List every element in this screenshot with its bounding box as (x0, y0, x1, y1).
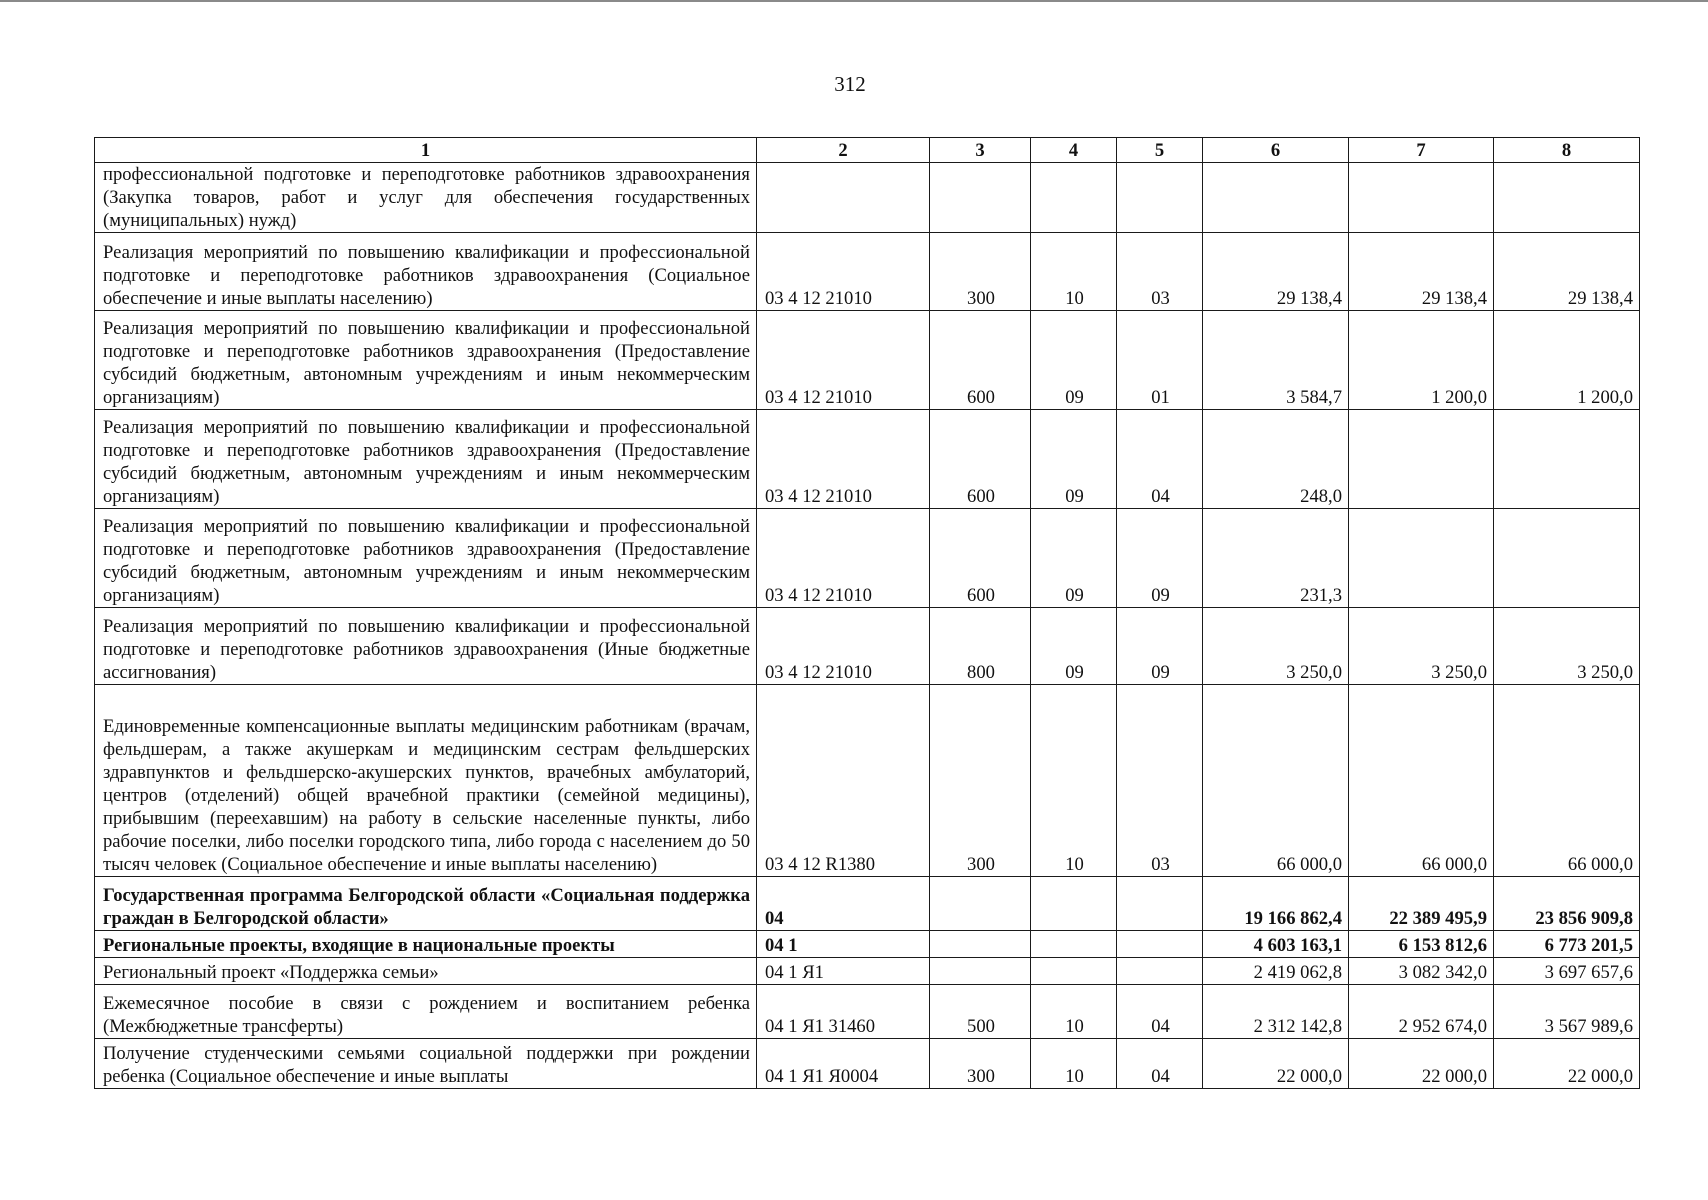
row-value-7: 2 952 674,0 (1349, 985, 1494, 1039)
row-col-5: 04 (1117, 985, 1203, 1039)
row-col-5: 03 (1117, 685, 1203, 877)
header-col-6: 6 (1203, 138, 1349, 163)
row-col-4 (1031, 877, 1117, 931)
header-col-1: 1 (95, 138, 757, 163)
row-col-4: 10 (1031, 233, 1117, 311)
row-value-8: 3 697 657,6 (1494, 958, 1640, 985)
row-value-8: 3 250,0 (1494, 608, 1640, 685)
row-col-5 (1117, 877, 1203, 931)
row-value-7: 22 389 495,9 (1349, 877, 1494, 931)
row-description: Реализация мероприятий по повышению квалификации и профессиональной подготовке и переподготовке работников здравоохранения (Предоставление субсидий бюджетным, автономным учреждениям и иным некоммерческим организациям) (95, 311, 757, 410)
row-col-3: 600 (930, 509, 1031, 608)
row-col-5: 03 (1117, 233, 1203, 311)
header-row (95, 138, 1640, 163)
row-col-3: 500 (930, 985, 1031, 1039)
row-value-8 (1494, 410, 1640, 509)
table-row (95, 985, 1640, 1039)
table-row-projects (95, 931, 1640, 958)
row-col-3 (930, 931, 1031, 958)
page-top-rule (0, 0, 1708, 2)
table-row (95, 608, 1640, 685)
table-row (95, 685, 1640, 877)
budget-table (94, 137, 1640, 1089)
row-value-6 (1203, 163, 1349, 233)
row-col-4: 09 (1031, 311, 1117, 410)
header-col-8: 8 (1494, 138, 1640, 163)
row-value-6: 19 166 862,4 (1203, 877, 1349, 931)
row-col-3: 300 (930, 233, 1031, 311)
header-col-4: 4 (1031, 138, 1117, 163)
row-code: 03 4 12 21010 (757, 410, 930, 509)
row-value-7 (1349, 509, 1494, 608)
row-value-6: 2 419 062,8 (1203, 958, 1349, 985)
row-description: Получение студенческими семьями социальной поддержки при рождении ребенка (Социальное обеспечение и иные выплаты (95, 1039, 757, 1089)
row-value-7: 66 000,0 (1349, 685, 1494, 877)
row-col-3 (930, 163, 1031, 233)
row-value-6: 2 312 142,8 (1203, 985, 1349, 1039)
row-col-4: 10 (1031, 685, 1117, 877)
row-code: 04 (757, 877, 930, 931)
row-description: профессиональной подготовке и переподготовке работников здравоохранения (Закупка товаров, работ и услуг для обеспечения государственных (муниципальных) нужд) (95, 163, 757, 233)
row-code: 04 1 Я1 31460 (757, 985, 930, 1039)
row-col-3: 800 (930, 608, 1031, 685)
row-value-7: 1 200,0 (1349, 311, 1494, 410)
row-value-8: 23 856 909,8 (1494, 877, 1640, 931)
table-row (95, 163, 1640, 233)
table-row (95, 958, 1640, 985)
row-value-7: 29 138,4 (1349, 233, 1494, 311)
header-col-7: 7 (1349, 138, 1494, 163)
header-col-3: 3 (930, 138, 1031, 163)
row-col-4: 10 (1031, 1039, 1117, 1089)
row-code: 04 1 Я1 Я0004 (757, 1039, 930, 1089)
row-value-8: 1 200,0 (1494, 311, 1640, 410)
row-col-3 (930, 958, 1031, 985)
row-col-4: 09 (1031, 410, 1117, 509)
row-value-8: 66 000,0 (1494, 685, 1640, 877)
row-col-4 (1031, 931, 1117, 958)
row-value-7 (1349, 410, 1494, 509)
row-col-4: 09 (1031, 608, 1117, 685)
row-col-5: 04 (1117, 410, 1203, 509)
row-code: 03 4 12 21010 (757, 233, 930, 311)
row-value-7 (1349, 163, 1494, 233)
row-code: 03 4 12 21010 (757, 608, 930, 685)
row-description: Реализация мероприятий по повышению квалификации и профессиональной подготовке и переподготовке работников здравоохранения (Предоставление субсидий бюджетным, автономным учреждениям и иным некоммерческим организациям) (95, 509, 757, 608)
header-col-5: 5 (1117, 138, 1203, 163)
row-description: Ежемесячное пособие в связи с рождением и воспитанием ребенка (Межбюджетные трансферты) (95, 985, 757, 1039)
row-value-7: 22 000,0 (1349, 1039, 1494, 1089)
row-code: 03 4 12 R1380 (757, 685, 930, 877)
table-row (95, 509, 1640, 608)
row-description: Единовременные компенсационные выплаты медицинским работникам (врачам, фельдшерам, а также акушеркам и медицинским сестрам фельдшерских здравпунктов и фельдшерско-акушерских пунктов, врачебных амбулаторий, центров (отделений) общей врачебной практики (семейной медицины), прибывшим (переехавшим) на работу в сельские населенные пункты, либо рабочие поселки, либо поселки городского типа, либо города с населением до 50 тысяч человек (Социальное обеспечение и иные выплаты населению) (95, 685, 757, 877)
row-col-4 (1031, 958, 1117, 985)
row-col-5 (1117, 163, 1203, 233)
table-row (95, 311, 1640, 410)
table-row (95, 1039, 1640, 1089)
table-row-program (95, 877, 1640, 931)
table-row (95, 233, 1640, 311)
row-value-8: 6 773 201,5 (1494, 931, 1640, 958)
row-col-4: 10 (1031, 985, 1117, 1039)
row-description: Реализация мероприятий по повышению квалификации и профессиональной подготовке и переподготовке работников здравоохранения (Предоставление субсидий бюджетным, автономным учреждениям и иным некоммерческим организациям) (95, 410, 757, 509)
row-code: 04 1 (757, 931, 930, 958)
row-col-5: 09 (1117, 608, 1203, 685)
row-value-6: 3 584,7 (1203, 311, 1349, 410)
row-value-6: 29 138,4 (1203, 233, 1349, 311)
row-code (757, 163, 930, 233)
row-value-6: 4 603 163,1 (1203, 931, 1349, 958)
row-value-8: 3 567 989,6 (1494, 985, 1640, 1039)
row-value-6: 248,0 (1203, 410, 1349, 509)
row-col-3: 600 (930, 311, 1031, 410)
row-col-3: 300 (930, 1039, 1031, 1089)
row-col-3 (930, 877, 1031, 931)
row-col-5 (1117, 931, 1203, 958)
row-description: Региональный проект «Поддержка семьи» (95, 958, 757, 985)
row-col-4 (1031, 163, 1117, 233)
row-col-5: 09 (1117, 509, 1203, 608)
row-col-5: 04 (1117, 1039, 1203, 1089)
page-number: 312 (834, 72, 866, 96)
row-value-8 (1494, 509, 1640, 608)
row-code: 03 4 12 21010 (757, 509, 930, 608)
row-col-4: 09 (1031, 509, 1117, 608)
row-col-5: 01 (1117, 311, 1203, 410)
row-col-5 (1117, 958, 1203, 985)
row-value-6: 231,3 (1203, 509, 1349, 608)
row-code: 03 4 12 21010 (757, 311, 930, 410)
row-value-6: 22 000,0 (1203, 1039, 1349, 1089)
row-value-8: 22 000,0 (1494, 1039, 1640, 1089)
row-value-7: 3 250,0 (1349, 608, 1494, 685)
row-col-3: 300 (930, 685, 1031, 877)
row-value-8 (1494, 163, 1640, 233)
row-code: 04 1 Я1 (757, 958, 930, 985)
header-col-2: 2 (757, 138, 930, 163)
row-col-3: 600 (930, 410, 1031, 509)
row-value-7: 3 082 342,0 (1349, 958, 1494, 985)
row-value-7: 6 153 812,6 (1349, 931, 1494, 958)
row-value-6: 3 250,0 (1203, 608, 1349, 685)
row-value-6: 66 000,0 (1203, 685, 1349, 877)
row-value-8: 29 138,4 (1494, 233, 1640, 311)
row-description: Государственная программа Белгородской области «Социальная поддержка граждан в Белгородской области» (95, 877, 757, 931)
row-description: Реализация мероприятий по повышению квалификации и профессиональной подготовке и переподготовке работников здравоохранения (Социальное обеспечение и иные выплаты населению) (95, 233, 757, 311)
row-description: Реализация мероприятий по повышению квалификации и профессиональной подготовке и переподготовке работников здравоохранения (Иные бюджетные ассигнования) (95, 608, 757, 685)
table-row (95, 410, 1640, 509)
row-description: Региональные проекты, входящие в национальные проекты (95, 931, 757, 958)
